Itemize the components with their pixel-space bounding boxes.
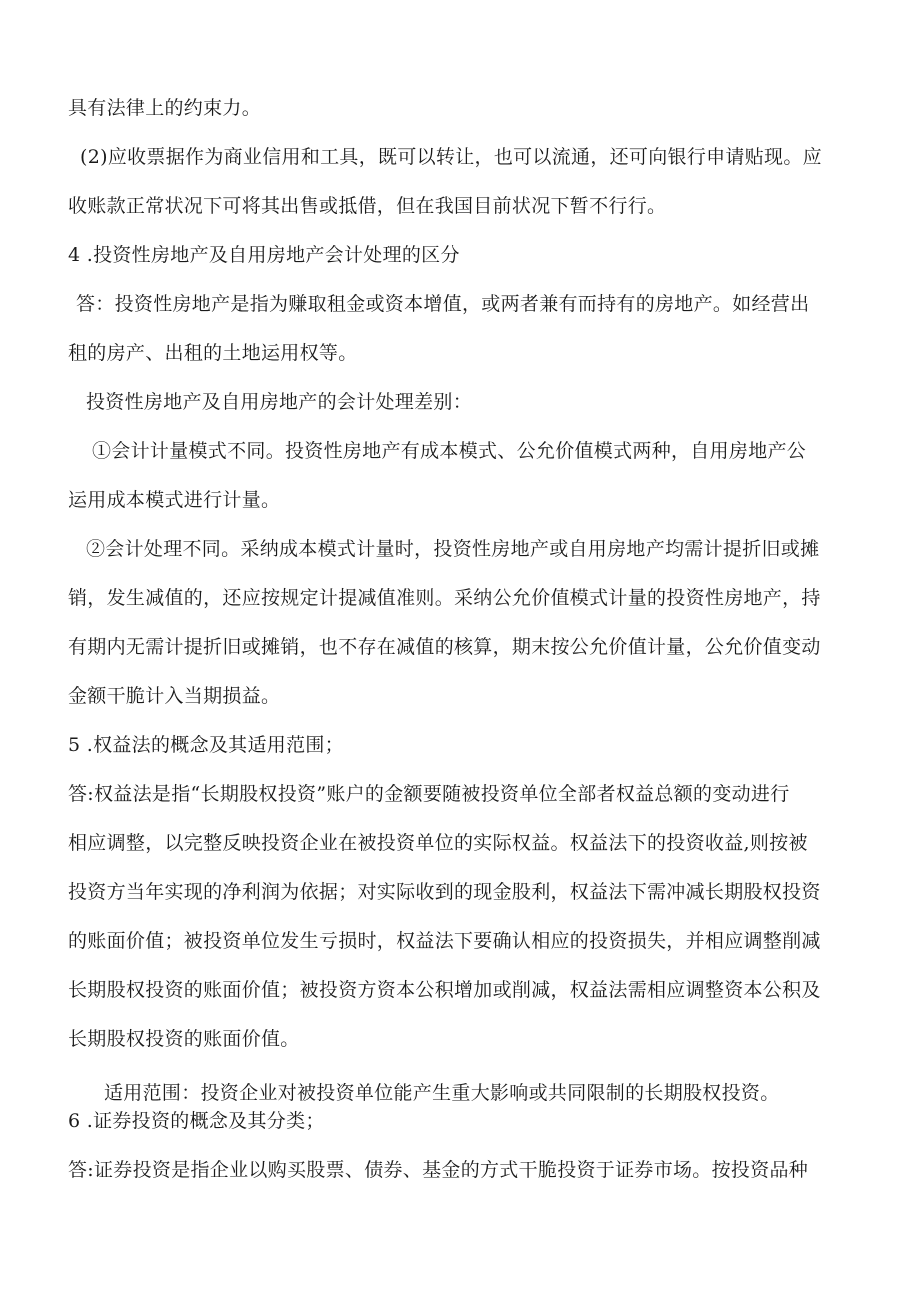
text-line: 答:权益法是指“长期股权投资”账户的金额要随被投资单位全部者权益总额的变动进行 [68,783,790,805]
text-line: 金额干脆计入当期损益。 [68,685,281,707]
text-line: 适用范围：投资企业对被投资单位能产生重大影响或共同限制的长期股权投资。 [104,1082,780,1104]
text-line: ②会计处理不同。采纳成本模式计量时，投资性房地产或自用房地产均需计提折旧或摊 [86,538,820,560]
text-line: 答:证券投资是指企业以购买股票、债券、基金的方式干脆投资于证券市场。按投资品种 [68,1159,809,1181]
text-line: 投资方当年实现的净利润为依据；对实际收到的现金股利，权益法下需冲减长期股权投资 [68,881,821,903]
text-line: 销，发生减值的，还应按规定计提减值准则。采纳公允价值模式计量的投资性房地产，持 [68,587,821,609]
text-line: ①会计计量模式不同。投资性房地产有成本模式、公允价值模式两种，自用房地产公 [92,440,807,462]
text-line: 相应调整，以完整反映投资企业在被投资单位的实际权益。权益法下的投资收益,则按被 [68,832,808,854]
text-line: (2)应收票据作为商业信用和工具，既可以转让，也可以流通，还可向银行申请贴现。应 [80,146,822,168]
text-line: 收账款正常状况下可将其出售或抵借，但在我国目前状况下暂不行行。 [68,195,667,217]
section-heading: 4 .投资性房地产及自用房地产会计处理的区分 [68,244,460,266]
text-line: 运用成本模式进行计量。 [68,489,281,511]
text-line: 投资性房地产及自用房地产的会计处理差别： [86,391,473,413]
text-line: 具有法律上的约束力。 [68,97,262,119]
text-line: 长期股权投资的账面价值。 [68,1028,300,1050]
text-line: 长期股权投资的账面价值；被投资方资本公积增加或削减，权益法需相应调整资本公积及 [68,979,821,1001]
text-line: 答：投资性房地产是指为赚取租金或资本增值，或两者兼有而持有的房地产。如经营出 [76,293,810,315]
text-line: 有期内无需计提折旧或摊销，也不存在减值的核算，期末按公允价值计量，公允价值变动 [68,636,821,658]
text-line: 租的房产、出租的土地运用权等。 [68,342,358,364]
section-heading: 5 .权益法的概念及其适用范围； [68,734,344,756]
section-heading: 6 .证券投资的概念及其分类； [68,1110,325,1132]
text-line: 的账面价值；被投资单位发生亏损时，权益法下要确认相应的投资损失，并相应调整削减 [68,930,821,952]
